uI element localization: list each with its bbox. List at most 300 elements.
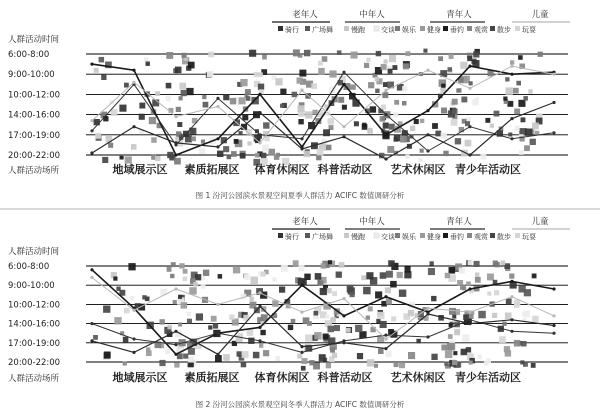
series-point xyxy=(300,137,303,140)
activity-marker xyxy=(237,351,242,356)
activity-marker xyxy=(241,362,247,368)
activity-marker xyxy=(518,55,523,60)
activity-marker xyxy=(449,267,456,274)
activity-marker xyxy=(179,83,186,90)
legend-marker-label: 散步 xyxy=(497,26,511,34)
activity-marker xyxy=(182,53,187,58)
activity-marker xyxy=(247,329,254,336)
activity-marker xyxy=(474,261,480,267)
activity-marker xyxy=(261,272,266,277)
series-point xyxy=(258,291,261,294)
activity-marker xyxy=(323,334,329,340)
activity-marker xyxy=(297,77,303,83)
activity-marker xyxy=(389,55,396,62)
activity-marker xyxy=(435,131,441,137)
activity-marker xyxy=(354,121,359,126)
activity-marker xyxy=(193,282,198,287)
series-point xyxy=(216,105,219,108)
series-point xyxy=(510,318,513,321)
series-point xyxy=(342,125,345,128)
series-point xyxy=(468,311,471,314)
activity-marker xyxy=(393,65,398,70)
activity-marker xyxy=(448,334,453,339)
legend-marker-label: 观赏 xyxy=(474,233,488,241)
activity-marker xyxy=(170,274,174,278)
activity-marker xyxy=(465,140,472,147)
legend-line-label: 青年人 xyxy=(446,10,472,20)
series-point xyxy=(510,295,513,298)
series-point xyxy=(510,280,513,283)
activity-marker xyxy=(272,278,276,282)
activity-marker xyxy=(249,297,254,302)
activity-marker xyxy=(102,157,108,163)
activity-marker xyxy=(317,149,324,156)
activity-marker xyxy=(346,328,351,333)
activity-marker xyxy=(131,144,137,150)
activity-marker xyxy=(299,70,306,77)
series-point xyxy=(90,268,93,271)
activity-marker xyxy=(510,60,514,64)
activity-marker xyxy=(223,94,229,100)
series-point xyxy=(510,73,513,76)
activity-marker xyxy=(208,325,212,329)
activity-marker xyxy=(298,265,304,271)
series-point xyxy=(468,322,471,325)
activity-marker xyxy=(201,276,205,280)
activity-marker xyxy=(176,107,181,112)
series-point xyxy=(426,133,429,136)
activity-marker xyxy=(101,75,106,80)
activity-marker xyxy=(397,272,403,278)
activity-marker xyxy=(459,268,465,274)
y-tick-label: 10:00-12:00 xyxy=(8,90,61,101)
activity-marker xyxy=(329,70,336,77)
activity-marker xyxy=(466,282,471,287)
legend-marker-label: 交谈 xyxy=(381,233,395,241)
activity-marker xyxy=(181,90,187,96)
legend-line-label: 中年人 xyxy=(359,10,385,20)
activity-marker xyxy=(386,271,393,278)
series-point xyxy=(552,131,555,134)
series-point xyxy=(90,151,93,154)
legend-line-label: 儿童 xyxy=(531,217,549,227)
activity-marker xyxy=(420,149,424,153)
activity-marker xyxy=(384,59,388,63)
series-point xyxy=(258,326,261,329)
series-point xyxy=(342,83,345,86)
activity-marker xyxy=(367,359,374,366)
activity-marker xyxy=(383,82,388,87)
activity-marker xyxy=(375,77,379,81)
legend-marker-label: 健身 xyxy=(427,233,441,241)
activity-marker xyxy=(475,277,481,283)
activity-marker xyxy=(318,61,323,66)
activity-marker xyxy=(263,122,269,128)
activity-marker xyxy=(159,360,165,366)
activity-marker xyxy=(393,112,398,117)
activity-marker xyxy=(332,291,337,296)
series-point xyxy=(426,335,429,338)
activity-marker xyxy=(351,52,358,59)
activity-marker xyxy=(318,281,323,286)
activity-marker xyxy=(478,311,486,319)
y-tick-label: 17:00-19:00 xyxy=(8,130,61,141)
series-point xyxy=(258,305,261,308)
activity-marker xyxy=(441,108,447,114)
activity-marker xyxy=(186,88,193,95)
activity-marker xyxy=(487,292,491,296)
activity-marker xyxy=(449,54,454,59)
activity-marker xyxy=(330,317,336,323)
activity-marker xyxy=(477,355,482,360)
activity-marker xyxy=(251,277,259,285)
series-point xyxy=(132,337,135,340)
legend-marker-label: 玩耍 xyxy=(522,233,536,241)
series-point xyxy=(342,341,345,344)
activity-marker xyxy=(532,123,539,130)
activity-marker xyxy=(391,316,396,321)
activity-marker xyxy=(144,57,148,61)
series-point xyxy=(216,137,219,140)
activity-marker xyxy=(380,321,387,328)
activity-marker xyxy=(234,139,239,144)
activity-marker xyxy=(337,50,342,55)
activity-marker xyxy=(494,290,499,295)
series-point xyxy=(216,145,219,148)
x-tick-label: 地域展示区 xyxy=(112,371,168,384)
activity-marker xyxy=(507,101,513,107)
activity-marker xyxy=(438,56,443,61)
series-point xyxy=(174,287,177,290)
activity-marker xyxy=(326,145,332,151)
legend-marker-label: 散步 xyxy=(497,233,511,241)
activity-marker xyxy=(467,56,472,61)
activity-marker xyxy=(242,114,248,120)
legend-line-label: 老年人 xyxy=(292,10,318,20)
activity-marker xyxy=(531,363,536,368)
series-point xyxy=(468,125,471,128)
series-point xyxy=(300,345,303,348)
activity-marker xyxy=(302,358,308,364)
series-point xyxy=(258,133,261,136)
activity-marker xyxy=(258,72,263,77)
series-point xyxy=(510,330,513,333)
legend-marker-label: 骑行 xyxy=(285,26,299,34)
legend-line-label: 老年人 xyxy=(292,217,318,227)
activity-marker xyxy=(178,295,182,299)
activity-marker xyxy=(189,287,196,294)
activity-marker xyxy=(165,349,170,354)
series-point xyxy=(426,109,429,112)
activity-marker xyxy=(342,105,347,110)
activity-marker xyxy=(469,81,473,85)
activity-marker xyxy=(130,296,134,300)
activity-marker xyxy=(291,319,296,324)
activity-marker xyxy=(155,156,161,162)
legend-marker-label: 广场舞 xyxy=(312,233,333,241)
activity-marker xyxy=(460,62,467,69)
activity-marker xyxy=(370,327,375,332)
activity-marker xyxy=(239,131,243,135)
series-point xyxy=(384,133,387,136)
activity-marker xyxy=(454,330,460,336)
activity-marker xyxy=(149,117,156,124)
activity-marker xyxy=(402,86,407,91)
figure-caption: 图 1 汾河公园滨水景观空间夏季人群活力 ACIFC 数值调研分析 xyxy=(195,191,405,200)
activity-marker xyxy=(490,124,494,128)
series-point xyxy=(510,65,513,68)
activity-marker xyxy=(448,67,453,72)
activity-marker xyxy=(366,272,373,279)
activity-marker xyxy=(383,123,389,129)
activity-marker xyxy=(328,260,332,264)
series-point xyxy=(468,318,471,321)
legend-marker-label: 交谈 xyxy=(381,26,395,34)
y-tick-label: 14:00-16:00 xyxy=(8,110,61,121)
legend-marker-swatch xyxy=(443,233,448,238)
activity-marker xyxy=(191,136,196,141)
activity-marker xyxy=(453,351,457,355)
activity-marker xyxy=(501,261,506,266)
series-point xyxy=(300,147,303,150)
activity-marker xyxy=(414,119,419,124)
activity-marker xyxy=(213,323,218,328)
series-point xyxy=(132,69,135,72)
activity-marker xyxy=(313,110,318,115)
activity-marker xyxy=(406,51,411,56)
legend-marker-swatch xyxy=(443,26,448,31)
legend-marker-label: 慢跑 xyxy=(351,26,365,34)
activity-marker xyxy=(460,285,465,290)
legend-marker-label: 骑行 xyxy=(285,233,299,241)
activity-marker xyxy=(334,325,340,331)
activity-marker xyxy=(280,89,286,95)
activity-marker xyxy=(420,119,424,123)
activity-marker xyxy=(211,316,217,322)
activity-marker xyxy=(361,275,366,280)
activity-marker xyxy=(366,316,370,320)
series-point xyxy=(552,73,555,76)
activity-marker xyxy=(119,105,126,112)
activity-marker xyxy=(368,306,373,311)
activity-marker xyxy=(516,81,521,86)
activity-marker xyxy=(146,347,150,351)
x-tick-label: 青少年活动区 xyxy=(455,163,521,176)
activity-marker xyxy=(139,114,145,120)
series-point xyxy=(90,129,93,132)
activity-marker xyxy=(499,336,506,343)
series-point xyxy=(426,312,429,315)
activity-marker xyxy=(262,145,269,152)
activity-marker xyxy=(380,272,387,279)
series-point xyxy=(90,119,93,122)
activity-marker xyxy=(240,79,247,86)
activity-marker xyxy=(188,348,195,355)
activity-marker xyxy=(188,356,194,362)
activity-marker xyxy=(351,85,356,90)
activity-marker xyxy=(375,291,382,298)
series-point xyxy=(174,330,177,333)
activity-marker xyxy=(323,129,330,136)
activity-marker xyxy=(94,119,100,125)
activity-marker xyxy=(315,273,322,280)
activity-marker xyxy=(103,306,110,313)
series-point xyxy=(90,276,93,279)
series-point xyxy=(342,135,345,138)
activity-marker xyxy=(281,265,288,272)
activity-marker xyxy=(509,274,514,279)
activity-marker xyxy=(504,346,510,352)
legend-marker-label: 娱乐 xyxy=(402,26,416,34)
activity-marker xyxy=(242,351,249,358)
series-point xyxy=(132,125,135,128)
activity-marker xyxy=(376,51,381,56)
activity-marker xyxy=(445,273,450,278)
activity-marker xyxy=(263,350,269,356)
activity-marker xyxy=(128,263,135,270)
activity-marker xyxy=(506,299,512,305)
activity-marker xyxy=(486,358,491,363)
activity-marker xyxy=(268,149,275,156)
series-point xyxy=(174,115,177,118)
activity-marker xyxy=(441,84,445,88)
activity-marker xyxy=(104,352,111,359)
series-point xyxy=(342,314,345,317)
series-point xyxy=(552,332,555,335)
activity-marker xyxy=(475,273,479,277)
activity-marker xyxy=(374,364,378,368)
activity-marker xyxy=(444,362,448,366)
legend-marker-label: 垂钓 xyxy=(450,233,464,241)
legend-marker-swatch xyxy=(344,233,349,238)
series-point xyxy=(510,137,513,140)
activity-marker xyxy=(525,129,532,136)
x-tick-label: 青少年活动区 xyxy=(455,371,521,384)
activity-marker xyxy=(359,331,366,338)
activity-marker xyxy=(120,155,124,159)
legend-marker-swatch xyxy=(467,26,472,31)
series-point xyxy=(216,353,219,356)
activity-marker xyxy=(309,360,314,365)
activity-marker xyxy=(260,330,265,335)
activity-marker xyxy=(262,55,267,60)
activity-marker xyxy=(430,261,434,265)
activity-marker xyxy=(187,312,191,316)
series-point xyxy=(90,322,93,325)
activity-marker xyxy=(503,97,507,101)
activity-marker xyxy=(405,155,409,159)
activity-marker xyxy=(519,150,524,155)
activity-marker xyxy=(518,100,525,107)
activity-marker xyxy=(203,102,209,108)
activity-marker xyxy=(405,267,411,273)
activity-marker xyxy=(390,281,397,288)
activity-marker xyxy=(183,354,188,359)
activity-marker xyxy=(403,63,409,69)
activity-marker xyxy=(297,354,302,359)
legend-marker-swatch xyxy=(305,26,310,31)
activity-marker xyxy=(410,126,415,131)
series-point xyxy=(468,153,471,156)
activity-marker xyxy=(171,262,176,267)
series-point xyxy=(510,117,513,120)
activity-marker xyxy=(155,91,160,96)
legend-marker-swatch xyxy=(420,26,425,31)
activity-marker xyxy=(375,89,379,93)
activity-marker xyxy=(195,274,201,280)
activity-marker xyxy=(108,143,113,148)
activity-marker xyxy=(321,263,326,268)
activity-marker xyxy=(166,83,172,89)
activity-marker xyxy=(314,311,319,316)
series-point xyxy=(384,295,387,298)
activity-marker xyxy=(362,123,366,127)
activity-marker xyxy=(370,106,376,112)
activity-marker xyxy=(183,277,188,282)
activity-marker xyxy=(181,302,188,309)
activity-marker xyxy=(475,98,479,102)
activity-marker xyxy=(364,63,369,68)
series-point xyxy=(384,113,387,116)
activity-marker xyxy=(174,158,181,165)
activity-marker xyxy=(521,341,527,347)
y-tick-label: 17:00-19:00 xyxy=(8,338,61,349)
activity-marker xyxy=(113,277,117,281)
activity-marker xyxy=(177,122,182,127)
series-point xyxy=(300,89,303,92)
activity-marker xyxy=(428,268,435,275)
activity-marker xyxy=(530,139,536,145)
activity-marker xyxy=(336,272,342,278)
activity-marker xyxy=(305,111,312,118)
legend-marker-swatch xyxy=(344,26,349,31)
legend-marker-swatch xyxy=(490,233,495,238)
activity-marker xyxy=(513,88,519,94)
activity-marker xyxy=(188,62,195,69)
activity-marker xyxy=(521,117,526,122)
activity-marker xyxy=(326,288,331,293)
activity-marker xyxy=(380,116,386,122)
activity-marker xyxy=(519,285,526,292)
activity-marker xyxy=(203,270,209,276)
activity-marker xyxy=(528,89,532,93)
legend-marker-swatch xyxy=(467,233,472,238)
activity-marker xyxy=(245,89,251,95)
series-point xyxy=(552,101,555,104)
activity-marker xyxy=(319,354,326,361)
activity-marker xyxy=(514,340,521,347)
activity-marker xyxy=(357,353,363,359)
series-point xyxy=(216,97,219,100)
activity-marker xyxy=(142,295,146,299)
activity-marker xyxy=(233,266,240,273)
activity-marker xyxy=(449,308,456,315)
activity-marker xyxy=(244,274,250,280)
activity-marker xyxy=(196,313,203,320)
series-point xyxy=(342,297,345,300)
activity-marker xyxy=(318,68,325,75)
activity-marker xyxy=(207,71,214,78)
activity-marker xyxy=(456,89,460,93)
legend-marker-label: 玩耍 xyxy=(522,26,536,34)
series-point xyxy=(552,287,555,290)
series-point xyxy=(300,351,303,354)
activity-marker xyxy=(445,351,453,359)
activity-marker xyxy=(385,287,391,293)
y-tick-label: 9:00-10:00 xyxy=(8,70,55,81)
legend-marker-swatch xyxy=(374,26,379,31)
legend-marker-swatch xyxy=(278,233,283,238)
